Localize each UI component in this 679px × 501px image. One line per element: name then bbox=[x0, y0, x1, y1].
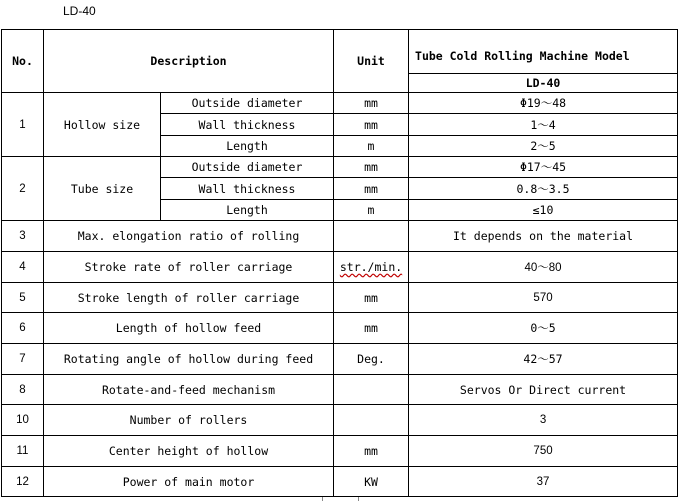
row-label: Length bbox=[161, 136, 334, 157]
spec-table bbox=[1, 29, 678, 497]
row-no: 11 bbox=[2, 436, 44, 467]
row-unit: Deg. bbox=[334, 344, 409, 375]
row-unit: mm bbox=[334, 114, 409, 136]
row-unit: mm bbox=[334, 157, 409, 178]
row-no: 7 bbox=[2, 344, 44, 375]
row-no: 6 bbox=[2, 313, 44, 344]
row-description: Rotate-and-feed mechanism bbox=[44, 375, 334, 405]
row-description: Stroke rate of roller carriage bbox=[44, 252, 334, 283]
row-value: 40～80 bbox=[409, 252, 678, 283]
row-no: 10 bbox=[2, 405, 44, 436]
row-unit bbox=[334, 252, 409, 283]
table-row bbox=[2, 375, 678, 405]
row-unit: m bbox=[334, 136, 409, 157]
header-no: No. bbox=[2, 30, 44, 93]
row-description: Length of hollow feed bbox=[44, 313, 334, 344]
table-row bbox=[2, 313, 678, 344]
group-name: Hollow size bbox=[44, 93, 161, 157]
row-label: Wall thickness bbox=[161, 114, 334, 136]
row-value: 750 bbox=[409, 436, 678, 467]
row-value: Φ17～45 bbox=[409, 157, 678, 178]
group-name: Tube size bbox=[44, 157, 161, 221]
row-no: 3 bbox=[2, 221, 44, 252]
row-description: Max. elongation ratio of rolling bbox=[44, 221, 334, 252]
table-row bbox=[2, 405, 678, 436]
header-description: Description bbox=[44, 30, 334, 93]
row-value: 0.8～3.5 bbox=[409, 178, 678, 200]
table-row bbox=[2, 283, 678, 313]
row-label: Length bbox=[161, 200, 334, 221]
row-no: 5 bbox=[2, 283, 44, 313]
row-value: 0～5 bbox=[409, 313, 678, 344]
row-value: It depends on the material bbox=[409, 221, 678, 252]
header-model-title: Tube Cold Rolling Machine Model bbox=[409, 30, 678, 74]
row-no: 1 bbox=[2, 93, 44, 157]
table-row bbox=[2, 344, 678, 375]
row-unit bbox=[334, 221, 409, 252]
row-unit: KW bbox=[334, 467, 409, 497]
row-unit: mm bbox=[334, 93, 409, 114]
unit-text: str./min. bbox=[339, 260, 403, 274]
table-row bbox=[2, 157, 678, 178]
row-no: 8 bbox=[2, 375, 44, 405]
row-unit: mm bbox=[334, 313, 409, 344]
divider-stub bbox=[358, 497, 359, 501]
row-unit: mm bbox=[334, 283, 409, 313]
table-row bbox=[2, 467, 678, 497]
header-row bbox=[2, 30, 678, 74]
table-row bbox=[2, 221, 678, 252]
row-unit: mm bbox=[334, 436, 409, 467]
row-unit: mm bbox=[334, 178, 409, 200]
row-value: 42～57 bbox=[409, 344, 678, 375]
table-row bbox=[2, 252, 678, 283]
row-no: 12 bbox=[2, 467, 44, 497]
row-label: Wall thickness bbox=[161, 178, 334, 200]
row-description: Power of main motor bbox=[44, 467, 334, 497]
row-value: ≤10 bbox=[409, 200, 678, 221]
row-description: Center height of hollow bbox=[44, 436, 334, 467]
row-unit: m bbox=[334, 200, 409, 221]
row-value: 37 bbox=[409, 467, 678, 497]
row-value: Φ19～48 bbox=[409, 93, 678, 114]
row-description: Rotating angle of hollow during feed bbox=[44, 344, 334, 375]
table-row bbox=[2, 436, 678, 467]
row-label: Outside diameter bbox=[161, 93, 334, 114]
row-description: Stroke length of roller carriage bbox=[44, 283, 334, 313]
row-label: Outside diameter bbox=[161, 157, 334, 178]
row-no: 4 bbox=[2, 252, 44, 283]
header-unit: Unit bbox=[334, 30, 409, 93]
row-no: 2 bbox=[2, 157, 44, 221]
row-unit bbox=[334, 375, 409, 405]
row-value: 570 bbox=[409, 283, 678, 313]
row-value: Servos Or Direct current bbox=[409, 375, 678, 405]
row-unit bbox=[334, 405, 409, 436]
table-row bbox=[2, 93, 678, 114]
document-title: LD-40 bbox=[63, 4, 96, 18]
header-model: LD-40 bbox=[409, 74, 678, 93]
row-value: 3 bbox=[409, 405, 678, 436]
row-value: 1～4 bbox=[409, 114, 678, 136]
row-description: Number of rollers bbox=[44, 405, 334, 436]
row-value: 2～5 bbox=[409, 136, 678, 157]
divider-stub bbox=[322, 497, 323, 501]
